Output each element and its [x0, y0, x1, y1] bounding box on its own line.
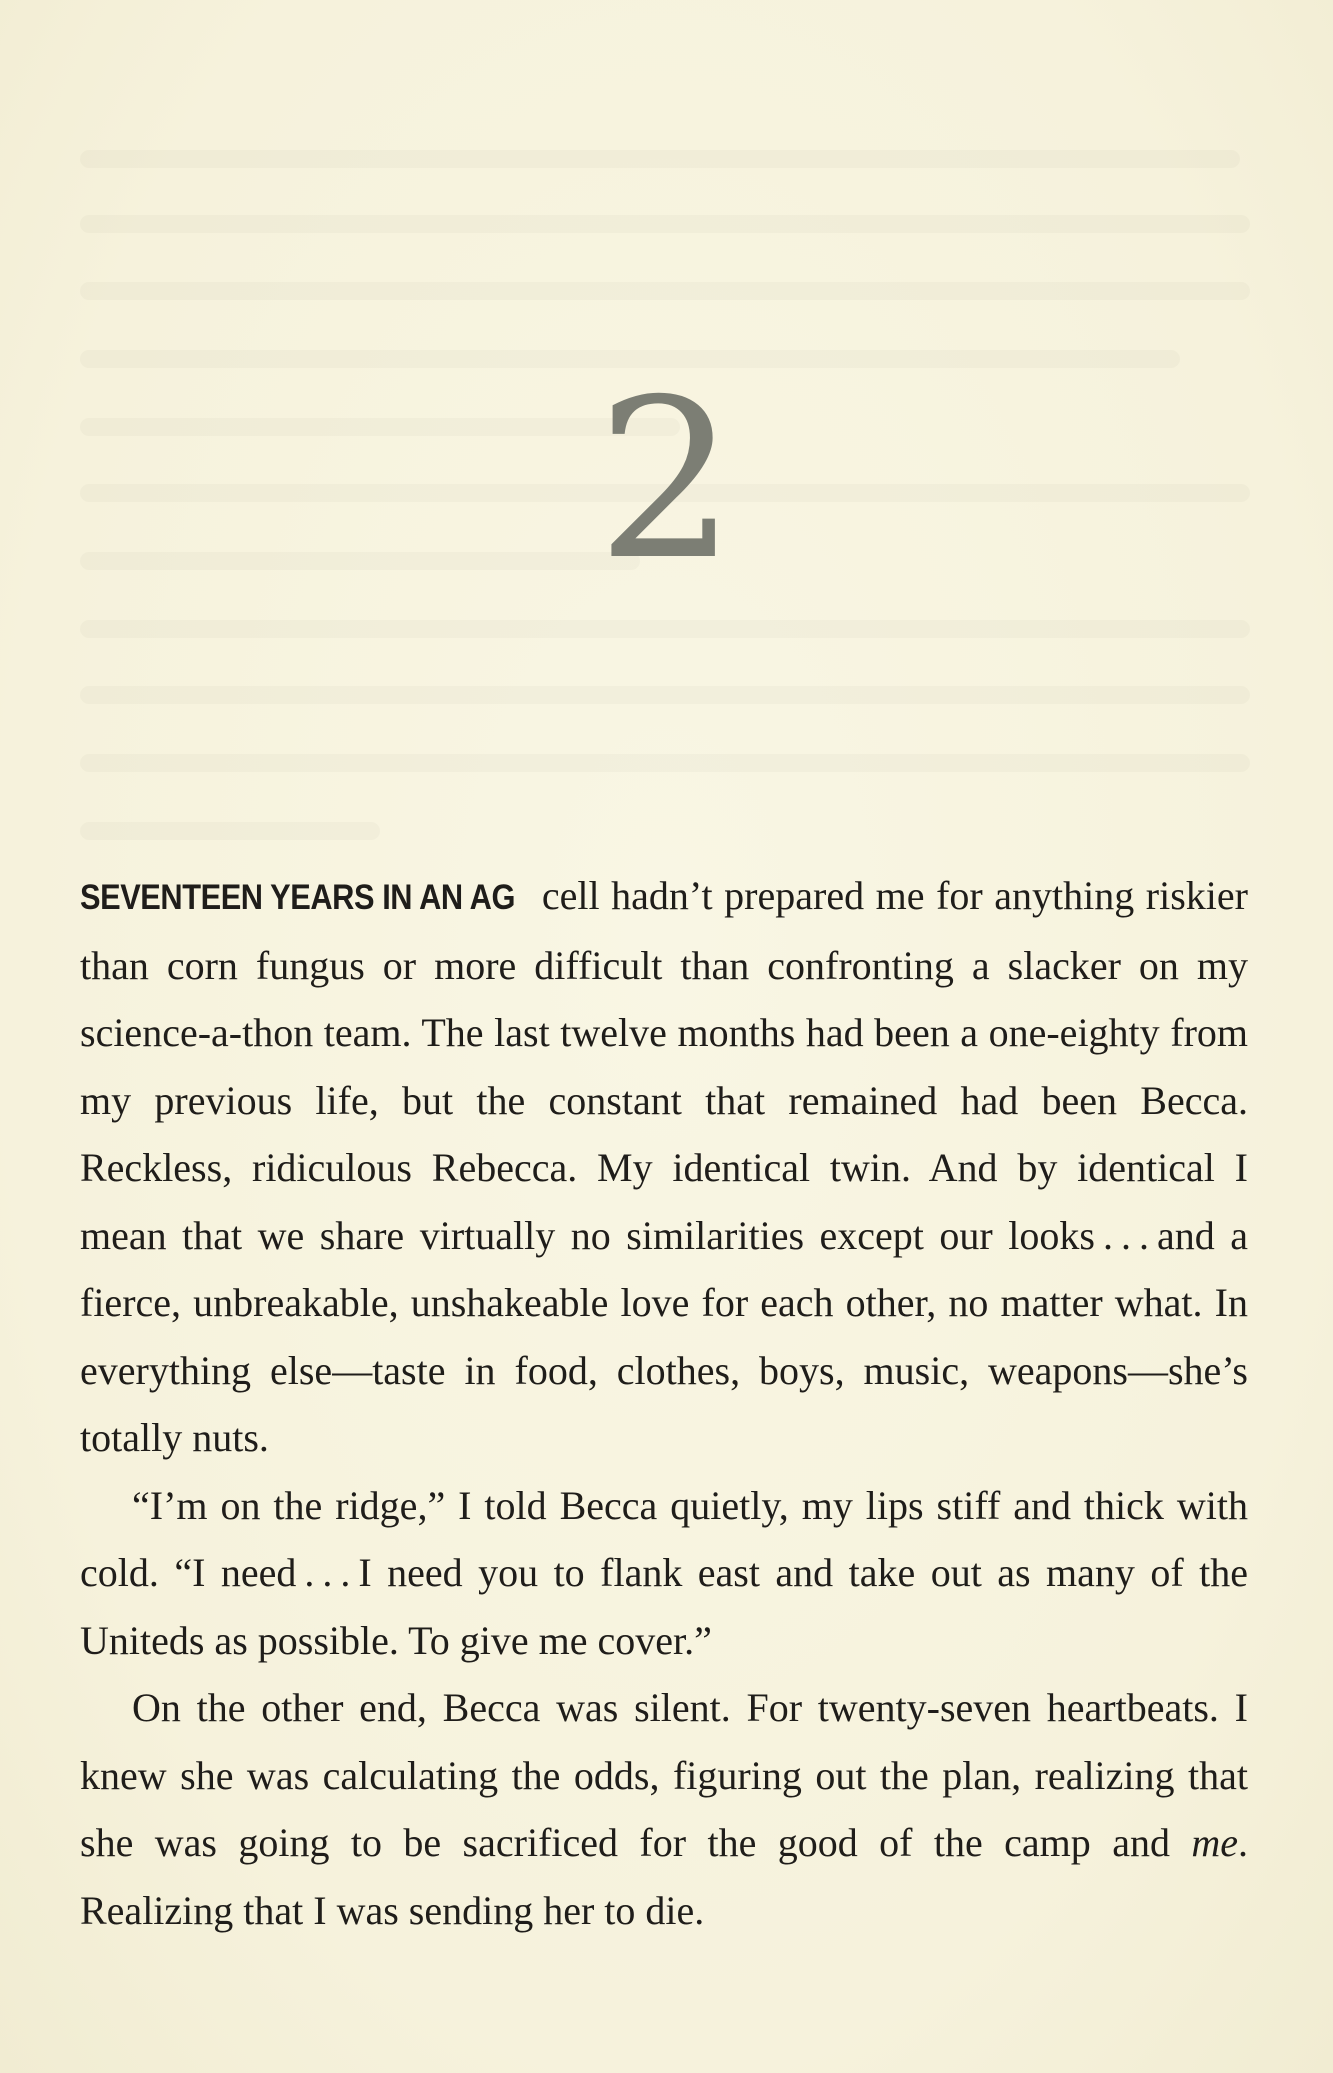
paragraph-3: [80, 1674, 1248, 1944]
paragraph-3-emphasis: me: [1191, 1820, 1238, 1865]
paragraph-2: “I’m on the ridge,” I told Becca quietly, my lips stiff and thick with cold. “I need . . . I need you to flank east and take out as many of the Uniteds as possible. To give me cover.”: [80, 1482, 1248, 1663]
show-through-line: [80, 620, 1250, 638]
chapter-body: [80, 862, 1248, 1944]
paragraph-1: [80, 862, 1248, 1472]
show-through-line: [80, 282, 1250, 300]
show-through-line: [80, 150, 1240, 168]
paragraph-3-text-before: On the other end, Becca was silent. For twenty-seven heartbeats. I knew she was calculating the odds, figuring out the plan, realizing that she was going to be sacrificed for the good of the camp and: [80, 1685, 1248, 1865]
paragraph-1-text: cell hadn’t prepared me for anything riskier than corn fungus or more difficult than confronting a slacker on my science-a-thon team. The last twelve months had been a one-eighty from my previous life, but the constant that remained had been Becca. Reckless, ridiculous Rebecca. My identical twin. And by identical I mean that we share virtually no similarities except our looks . . . and a fierce, unbreakable, unshakeable love for each other, no matter what. In everything else—taste in food, clothes, boys, music, weapons—she’s totally nuts.: [80, 873, 1248, 1460]
paragraph-3-text-after: . Realizing that I was sending her to die.: [80, 1820, 1248, 1933]
show-through-line: [80, 686, 1250, 704]
opening-small-caps: SEVENTEEN YEARS IN AN AG: [80, 878, 515, 917]
chapter-number: 2: [596, 352, 737, 608]
show-through-line: [80, 822, 380, 840]
show-through-line: [80, 754, 1250, 772]
show-through-line: [80, 215, 1250, 233]
